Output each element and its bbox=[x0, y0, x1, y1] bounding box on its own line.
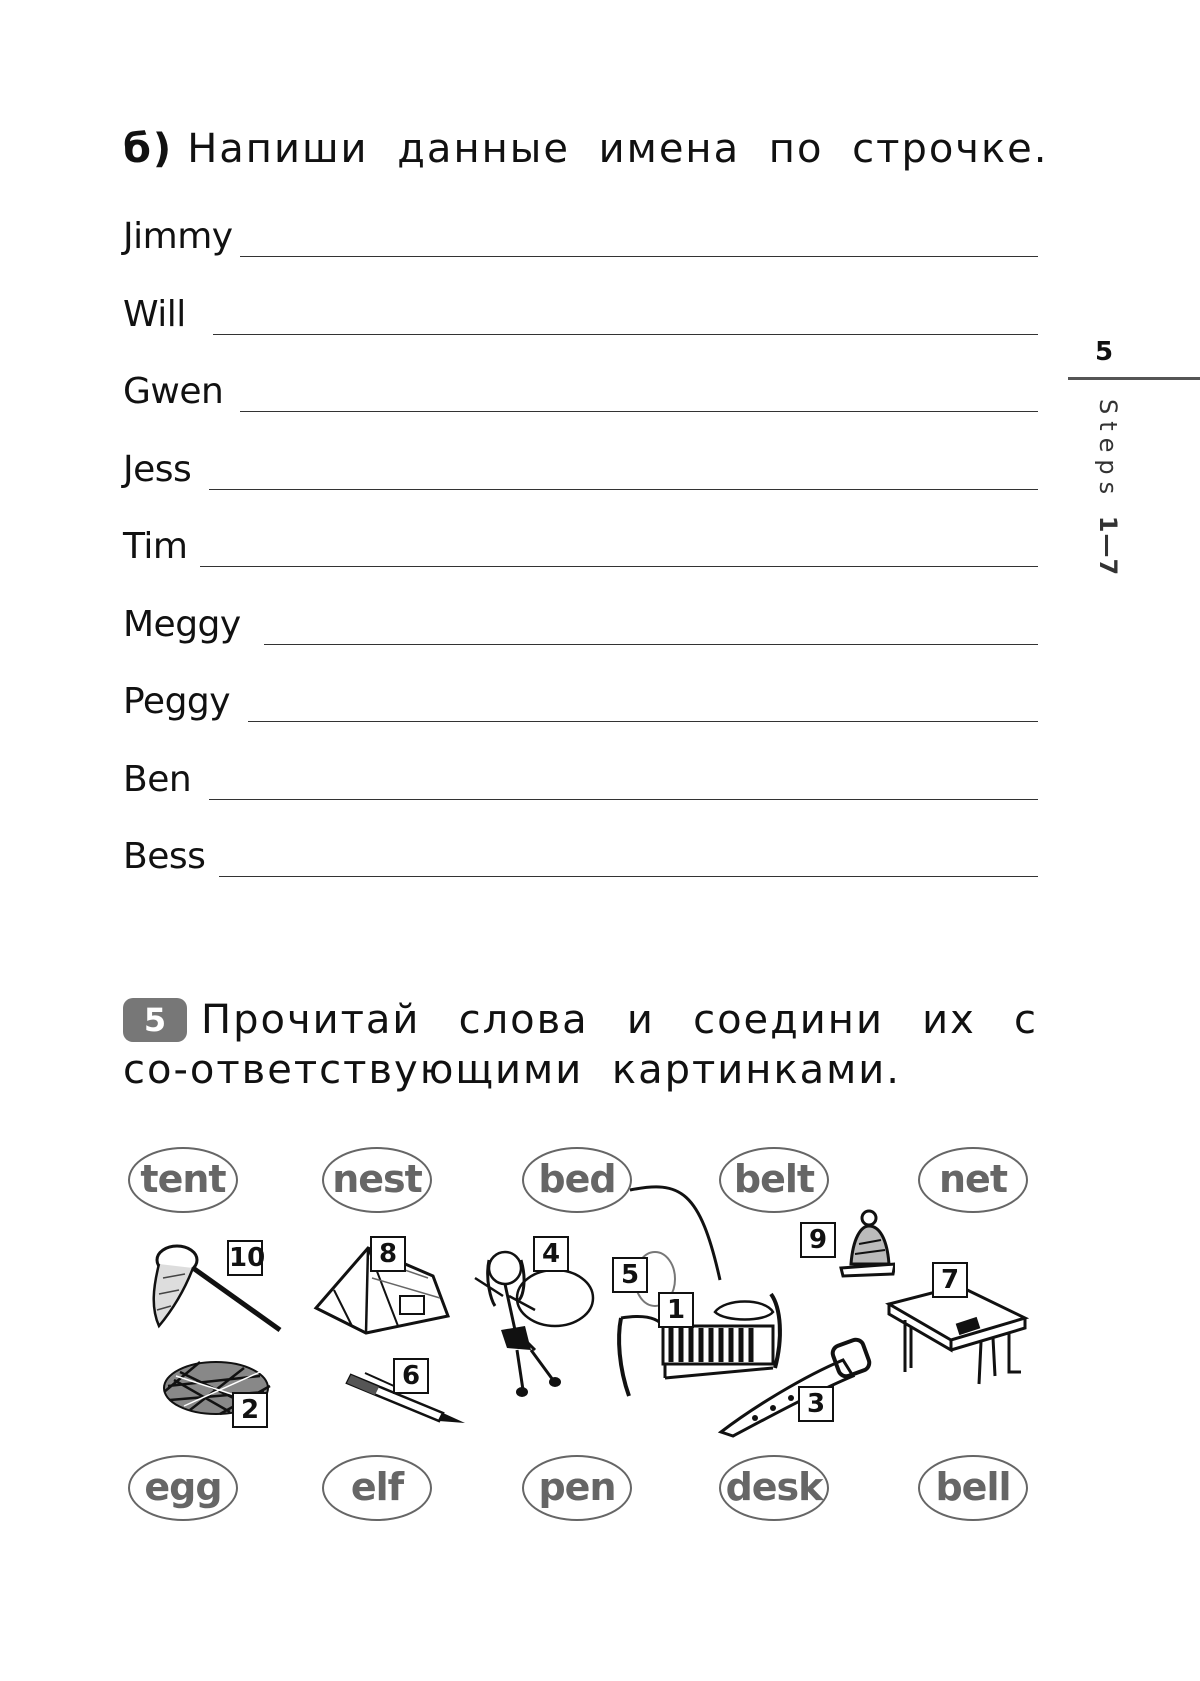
name-label: Jimmy bbox=[123, 216, 233, 257]
word-bell[interactable]: bell bbox=[918, 1455, 1028, 1521]
writing-line[interactable] bbox=[248, 721, 1038, 722]
picture-number-bell: 9 bbox=[800, 1222, 836, 1258]
name-row bbox=[123, 371, 1038, 427]
picture-number-belt: 3 bbox=[798, 1386, 834, 1422]
name-row bbox=[123, 681, 1038, 737]
word-egg[interactable]: egg bbox=[128, 1455, 238, 1521]
name-row bbox=[123, 604, 1038, 660]
exercise-number-badge: 5 bbox=[123, 998, 187, 1042]
writing-line[interactable] bbox=[209, 489, 1038, 490]
word-tent[interactable]: tent bbox=[128, 1147, 238, 1213]
picture-number-egg: 5 bbox=[612, 1257, 648, 1293]
name-label: Will bbox=[123, 294, 186, 335]
writing-line[interactable] bbox=[213, 334, 1038, 335]
task-b-letter: б) bbox=[123, 126, 174, 172]
net-icon[interactable] bbox=[145, 1238, 290, 1338]
word-bed[interactable]: bed bbox=[522, 1147, 632, 1213]
name-label: Meggy bbox=[123, 604, 241, 645]
word-pen[interactable]: pen bbox=[522, 1455, 632, 1521]
margin-rule bbox=[1068, 377, 1200, 380]
belt-icon[interactable] bbox=[715, 1336, 875, 1438]
steps-range: 1—7 bbox=[1094, 515, 1122, 577]
elf-icon[interactable] bbox=[465, 1240, 595, 1400]
task-b-title bbox=[123, 126, 1048, 172]
picture-number-desk: 7 bbox=[932, 1262, 968, 1298]
writing-line[interactable] bbox=[240, 411, 1038, 412]
task-b-text: Напиши данные имена по строчке. bbox=[187, 126, 1049, 172]
name-row bbox=[123, 759, 1038, 815]
word-desk[interactable]: desk bbox=[719, 1455, 829, 1521]
name-row bbox=[123, 449, 1038, 505]
word-net[interactable]: net bbox=[918, 1147, 1028, 1213]
word-nest[interactable]: nest bbox=[322, 1147, 432, 1213]
exercise-5-instruction bbox=[123, 995, 1038, 1095]
writing-line[interactable] bbox=[219, 876, 1038, 877]
exercise-5-text: Прочитай слова и соедини их с со-ответствующими картинками. bbox=[123, 997, 1038, 1093]
name-label: Peggy bbox=[123, 681, 231, 722]
name-label: Bess bbox=[123, 836, 206, 877]
picture-number-bed: 1 bbox=[658, 1292, 694, 1328]
steps-word: Steps bbox=[1094, 399, 1122, 502]
name-row bbox=[123, 836, 1038, 892]
writing-line[interactable] bbox=[264, 644, 1038, 645]
word-elf[interactable]: elf bbox=[322, 1455, 432, 1521]
name-label: Jess bbox=[123, 449, 192, 490]
picture-number-tent: 8 bbox=[370, 1236, 406, 1272]
picture-number-net: 10 bbox=[227, 1240, 263, 1276]
name-label: Tim bbox=[123, 526, 188, 567]
page-number: 5 bbox=[1095, 337, 1114, 367]
writing-line[interactable] bbox=[209, 799, 1038, 800]
section-label bbox=[1094, 399, 1122, 576]
side-margin bbox=[1068, 337, 1200, 637]
name-row bbox=[123, 294, 1038, 350]
picture-number-pen: 6 bbox=[393, 1358, 429, 1394]
name-row bbox=[123, 216, 1038, 272]
picture-number-nest: 2 bbox=[232, 1392, 268, 1428]
picture-number-elf: 4 bbox=[533, 1236, 569, 1272]
writing-line[interactable] bbox=[240, 256, 1038, 257]
writing-line[interactable] bbox=[200, 566, 1038, 567]
name-label: Gwen bbox=[123, 371, 224, 412]
word-belt[interactable]: belt bbox=[719, 1147, 829, 1213]
name-row bbox=[123, 526, 1038, 582]
name-label: Ben bbox=[123, 759, 192, 800]
